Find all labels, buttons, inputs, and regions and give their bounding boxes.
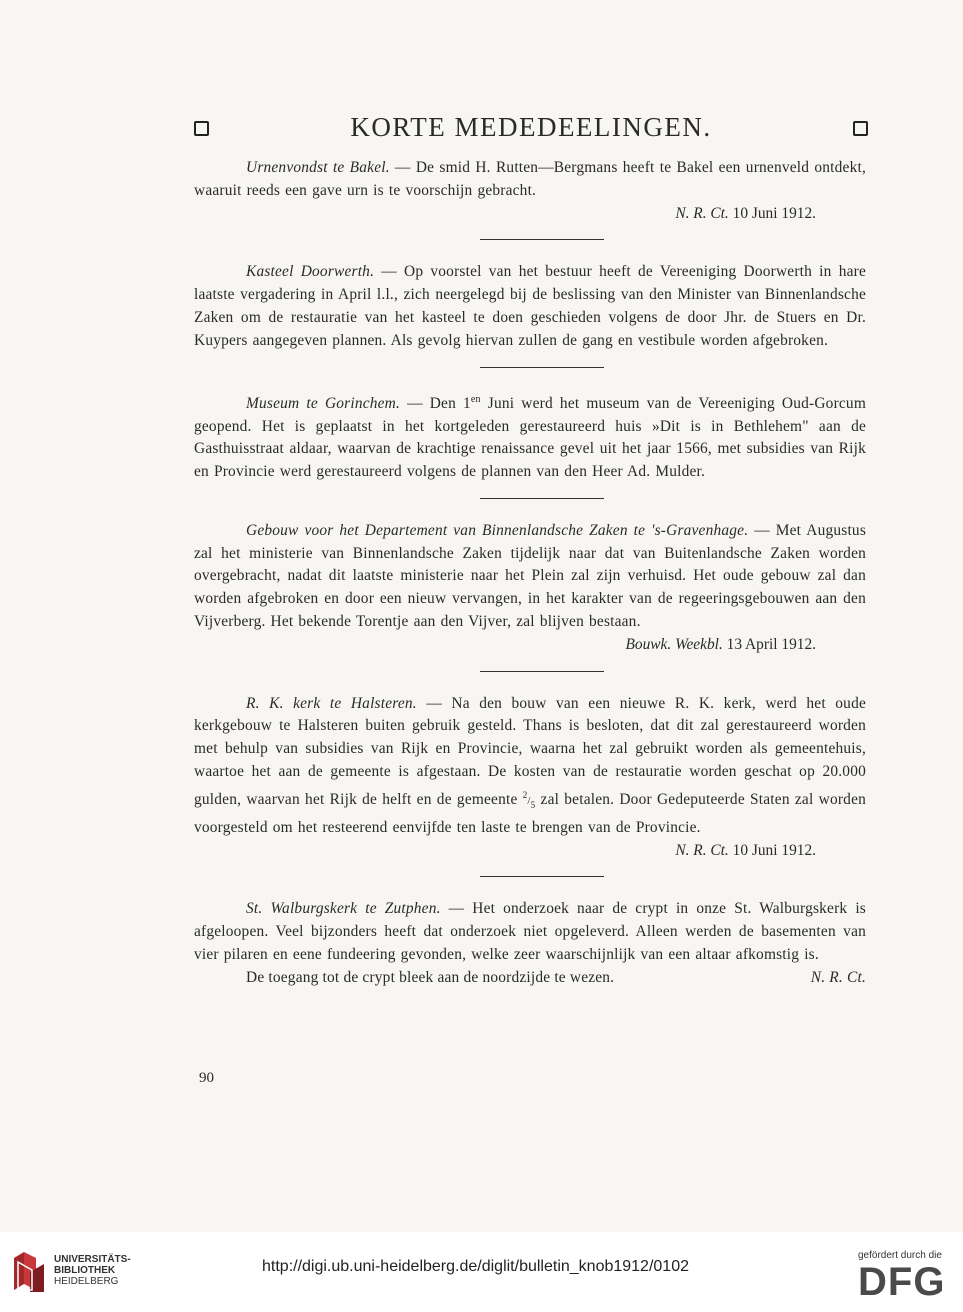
dfg-logo: DFG xyxy=(858,1260,946,1304)
divider xyxy=(480,876,604,877)
source-date: 10 Juni 1912. xyxy=(728,204,816,222)
article-source xyxy=(194,840,866,863)
article-entry xyxy=(194,261,866,352)
divider xyxy=(480,498,604,499)
library-line: HEIDELBERG xyxy=(54,1276,119,1287)
article-entry xyxy=(194,898,866,989)
article-text: — Het onderzoek naar de crypt in onze St. Walburgskerk is afgeloopen. Veel bijzonders heeft dat onderzoek niet opgeleverd. Alleen werden de basementen van vier pilaren en eene fundeering gevonden, welke zeer waarschijnlijk van een altaar afkomstig is. xyxy=(194,900,867,964)
library-logo-icon xyxy=(10,1250,50,1294)
article-source xyxy=(194,203,866,226)
article-list xyxy=(194,157,866,990)
article-text-before: — Den 1 xyxy=(400,394,471,412)
divider xyxy=(480,239,604,240)
page-number: 90 xyxy=(199,1070,214,1086)
source-journal: N. R. Ct. xyxy=(675,204,729,222)
article-entry xyxy=(194,157,866,225)
article-text: zal betalen. Door Gedeputeerde Staten zal worden voorgesteld om het resteerend eenvijfde ten laste te brengen van de Provincie. xyxy=(194,790,866,836)
article-title: Kasteel Doorwerth. xyxy=(246,263,375,281)
article-text: Juni werd het museum van de Vereeniging Oud-Gorcum geopend. Het is geplaatst in het kortgeleden gerestaureerd huis »Dit is in Bethlehem" aan de Gasthuisstraat aldaar, waarvan de krachtige renaissance gevel uit het jaar 1566, met subsidies van Rijk en Provincie werd gerestaureerd volgens de plannen van den Heer Ad. Mulder. xyxy=(194,394,866,481)
article-title: St. Walburgskerk te Zutphen. xyxy=(246,900,441,918)
article-entry xyxy=(194,520,866,657)
square-ornament-icon xyxy=(853,121,868,136)
article-source xyxy=(194,634,866,657)
fraction-denominator: 5 xyxy=(530,800,536,811)
article-entry xyxy=(194,389,866,484)
source-journal: N. R. Ct. xyxy=(810,968,866,986)
source-date: 13 April 1912. xyxy=(722,635,816,653)
fraction-numerator: 2 xyxy=(522,789,528,800)
article-text: — Met Augustus zal het ministerie van Binnenlandsche Zaken tijdelijk naar dat van Buitenlandsche Zaken worden overgebracht, nadat dit laatste ministerie naar het Plein zal zijn verhuisd. Het oude gebouw zal dan worden afgebroken en door een nieuw vervangen, in het karakter van de regeeringsgebouwen aan den Vijverberg. Het bekende Torentje aan den Vijver, zal blijven bestaan. xyxy=(194,521,867,631)
article-entry: R. K. kerk te Halsteren. — Na den bouw van een nieuwe R. K. kerk, werd het oude kerkgebouw te Halsteren buiten gebruik gesteld. Thans is besloten, dat dit zal gerestaureerd worden met behulp van subsidies van Rijk en Provincie, waarna het zal gebruikt worden als gemeentehuis, waartoe het aan de gemeente is afgestaan. De kosten van de restauratie worden geschat op 20.000 gulden, waarvan het Rijk de helft en de gemeente $^2/_5$ zal betalen. Door Gedeputeerde Staten zal worden voorgesteld om het resteerend eenvijfde ten laste te brengen van de Provincie. N. R. Ct. 10 Juni 1912. xyxy=(194,693,866,863)
article-text: — Op voorstel van het bestuur heeft de Vereeniging Doorwerth in hare laatste vergadering in April l.l., zich neergelegd bij de beslissing van den Minister van Binnenlandsche Zaken om de restauratie van het kasteel te doen geschieden volgens de door Jhr. de Stuers en Dr. Kuypers aangegeven plannen. Als gevolg hiervan zullen de gang en vestibule worden afgebroken. xyxy=(194,263,866,349)
viewer-footer xyxy=(0,1232,963,1312)
library-name xyxy=(54,1254,131,1287)
funding-label: gefördert durch die xyxy=(858,1250,942,1261)
article-title: R. K. kerk te Halsteren. xyxy=(246,694,417,712)
article-title: Museum te Gorinchem. xyxy=(246,394,401,412)
article-text: — De smid H. Rutten—Bergmans heeft te Bakel een urnenveld ontdekt, waaruit reeds een gave urn is te voorschijn gebracht. xyxy=(194,159,866,199)
library-line: BIBLIOTHEK xyxy=(54,1265,116,1276)
page-header xyxy=(190,112,872,152)
divider xyxy=(480,671,604,672)
article-text-before: — Na den bouw van een nieuwe R. K. kerk, werd het oude kerkgebouw te Halsteren buiten gebruik gesteld. Thans is besloten, dat dit zal gerestaureerd worden met behulp van subsidies van Rijk en Provincie, waarna het zal gebruikt worden als gemeentehuis, waartoe het aan de gemeente is afgestaan. De kosten van de restauratie worden geschat op 20.000 gulden, waarvan het Rijk de helft en de gemeente xyxy=(194,694,866,808)
permalink[interactable]: http://digi.ub.uni-heidelberg.de/diglit/bulletin_knob1912/0102 xyxy=(262,1258,689,1275)
article-title: Gebouw voor het Departement van Binnenlandsche Zaken te 's-Gravenhage. xyxy=(246,521,749,539)
page-title: KORTE MEDEDEELINGEN. xyxy=(350,112,712,142)
divider xyxy=(480,367,604,368)
article-closing-line xyxy=(194,967,866,990)
article-title: Urnenvondst te Bakel. xyxy=(246,159,390,176)
closing-text: De toegang tot de crypt bleek aan de noordzijde te wezen. xyxy=(246,968,615,986)
source-journal: N. R. Ct. xyxy=(675,841,729,859)
library-line: UNIVERSITÄTS- xyxy=(54,1254,131,1265)
superscript: en xyxy=(470,393,481,405)
source-date: 10 Juni 1912. xyxy=(728,841,816,859)
source-journal: Bouwk. Weekbl. xyxy=(625,635,723,653)
